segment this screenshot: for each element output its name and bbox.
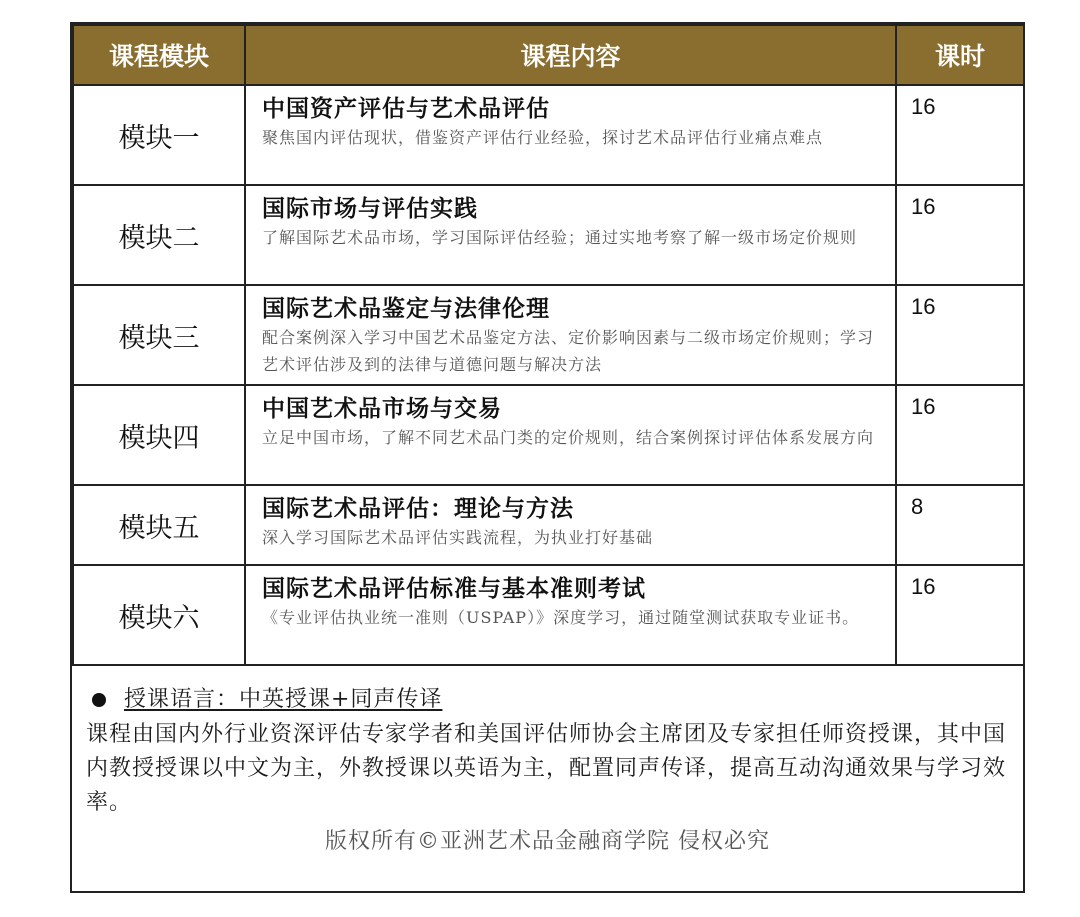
module-content <box>245 85 896 185</box>
course-table <box>72 24 1025 666</box>
module-name: 模块六 <box>73 565 245 665</box>
module-title: 中国资产评估与艺术品评估 <box>262 95 550 122</box>
module-description: 了解国际艺术品市场，学习国际评估经验；通过实地考察了解一级市场定价规则 <box>262 228 858 247</box>
copyright-notice: 版权所有©亚洲艺术品金融商学院 侵权必究 <box>325 829 770 854</box>
teaching-language: 授课语言：中英授课+同声传译 <box>124 687 443 712</box>
module-content <box>245 565 896 665</box>
module-description: 配合案例深入学习中国艺术品鉴定方法、定价影响因素与二级市场定价规则；学习艺术评估涉及到的法律与道德问题与解决方法 <box>262 328 875 374</box>
module-title: 国际艺术品评估标准与基本准则考试 <box>262 575 646 602</box>
module-content <box>245 485 896 565</box>
module-hours: 8 <box>896 485 1024 565</box>
module-title: 国际艺术品评估：理论与方法 <box>262 495 574 522</box>
course-table-frame <box>70 22 1025 893</box>
table-header-row <box>73 25 1024 85</box>
module-title: 中国艺术品市场与交易 <box>262 395 502 422</box>
module-content <box>245 285 896 385</box>
module-hours: 16 <box>896 185 1024 285</box>
module-description: 《专业评估执业统一准则（USPAP）》深度学习，通过随堂测试获取专业证书。 <box>262 608 860 627</box>
module-name: 模块三 <box>73 285 245 385</box>
module-hours: 16 <box>896 385 1024 485</box>
table-row <box>73 85 1024 185</box>
module-hours: 16 <box>896 285 1024 385</box>
table-row <box>73 485 1024 565</box>
teaching-note: 课程由国内外行业资深评估专家学者和美国评估师协会主席团及专家担任师资授课，其中国内教授授课以中文为主，外教授课以英语为主，配置同声传译，提高互动沟通效果与学习效率。 <box>86 722 1007 815</box>
module-name: 模块二 <box>73 185 245 285</box>
header-content: 课程内容 <box>245 25 896 85</box>
bullet-icon <box>92 693 106 707</box>
footer-section <box>72 674 1023 855</box>
language-line <box>86 684 1009 716</box>
module-description: 深入学习国际艺术品评估实践流程，为执业打好基础 <box>262 528 654 547</box>
header-hours: 课时 <box>896 25 1024 85</box>
module-name: 模块五 <box>73 485 245 565</box>
module-name: 模块一 <box>73 85 245 185</box>
module-title: 国际市场与评估实践 <box>262 195 478 222</box>
header-module: 课程模块 <box>73 25 245 85</box>
module-content <box>245 185 896 285</box>
module-description: 立足中国市场，了解不同艺术品门类的定价规则，结合案例探讨评估体系发展方向 <box>262 428 875 447</box>
table-row <box>73 285 1024 385</box>
table-row <box>73 185 1024 285</box>
table-row <box>73 385 1024 485</box>
module-hours: 16 <box>896 565 1024 665</box>
module-description: 聚焦国内评估现状，借鉴资产评估行业经验，探讨艺术品评估行业痛点难点 <box>262 128 824 147</box>
table-row <box>73 565 1024 665</box>
module-hours: 16 <box>896 85 1024 185</box>
module-name: 模块四 <box>73 385 245 485</box>
module-title: 国际艺术品鉴定与法律伦理 <box>262 295 550 322</box>
module-content <box>245 385 896 485</box>
